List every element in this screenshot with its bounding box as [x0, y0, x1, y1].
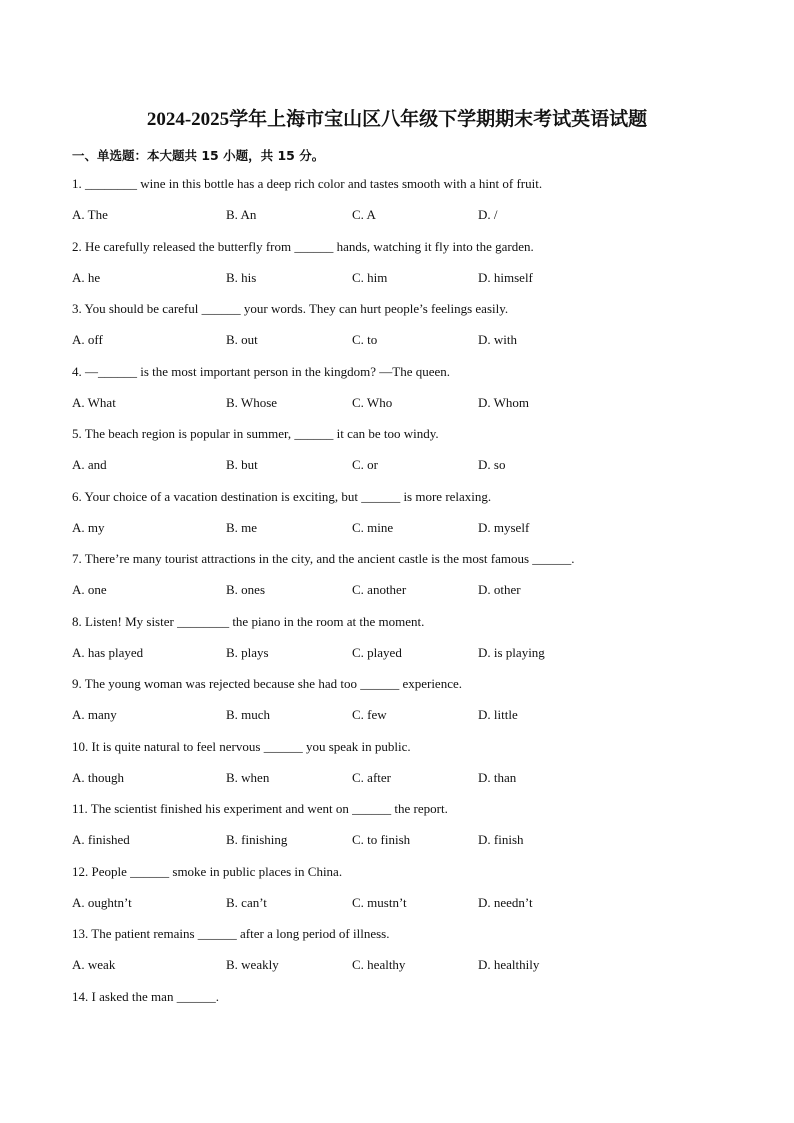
- option-a: A. finished: [72, 832, 130, 847]
- option-a: A. my: [72, 519, 105, 535]
- option-b: B. plays: [226, 644, 269, 660]
- option-b: B. Whose: [226, 394, 278, 410]
- question-12: [72, 863, 752, 926]
- option-c: C. played: [352, 644, 402, 660]
- option-b: B. but: [226, 457, 258, 472]
- options: [72, 331, 752, 349]
- option-c: C. him: [352, 269, 388, 285]
- option-b: B. finishing: [226, 832, 288, 847]
- question-text: 13. The patient remains ______ after a long period of illness.: [72, 926, 390, 941]
- option-c: C. to: [352, 332, 378, 347]
- option-a: A. though: [72, 769, 124, 785]
- option-a: A. What: [72, 394, 116, 410]
- question-text: 7. There’re many tourist attractions in the city, and the ancient castle is the most famous ______.: [72, 551, 575, 566]
- option-b: B. weakly: [226, 957, 279, 972]
- question-2: [72, 238, 752, 301]
- question-11: [72, 800, 752, 863]
- question-14: [72, 988, 752, 1051]
- option-d: D. myself: [478, 519, 530, 535]
- option-a: A. weak: [72, 957, 116, 972]
- question-text: 5. The beach region is popular in summer, ______ it can be too windy.: [72, 426, 439, 441]
- option-a: A. and: [72, 457, 107, 472]
- question-3: [72, 300, 752, 363]
- option-d: D. himself: [478, 269, 533, 285]
- question-text: 6. Your choice of a vacation destination is exciting, but ______ is more relaxing.: [72, 488, 492, 504]
- question-8: [72, 613, 752, 676]
- question-text: 4. —______ is the most important person in the kingdom? —The queen.: [72, 363, 451, 379]
- option-b: B. when: [226, 769, 270, 785]
- option-b: B. can’t: [226, 894, 267, 910]
- option-c: C. A: [352, 207, 376, 222]
- option-a: A. The: [72, 207, 108, 222]
- question-text: 9. The young woman was rejected because she had too ______ experience.: [72, 676, 462, 691]
- option-a: A. one: [72, 582, 107, 597]
- question-text: 3. You should be careful ______ your words. They can hurt people’s feelings easily.: [72, 301, 509, 316]
- question-text: 12. People ______ smoke in public places in China.: [72, 863, 343, 879]
- question-list: [72, 175, 752, 1050]
- options: [72, 956, 752, 974]
- option-a: A. has played: [72, 644, 144, 660]
- question-text: 8. Listen! My sister ________ the piano in the room at the moment.: [72, 613, 425, 629]
- option-b: B. out: [226, 332, 258, 347]
- option-d: D. with: [478, 332, 517, 347]
- options: [72, 831, 752, 849]
- option-a: A. oughtn’t: [72, 894, 132, 910]
- option-d: D. than: [478, 769, 517, 785]
- question-1: [72, 175, 752, 238]
- option-d: D. finish: [478, 832, 524, 847]
- option-d: D. so: [478, 457, 506, 472]
- option-c: C. mine: [352, 519, 394, 535]
- section-heading: 一、单选题：本大题共 15 小题，共 15 分。: [72, 148, 325, 163]
- question-text: 2. He carefully released the butterfly from ______ hands, watching it fly into the garden.: [72, 238, 534, 254]
- option-d: D. is playing: [478, 644, 545, 660]
- option-c: C. another: [352, 582, 407, 597]
- question-4: [72, 363, 752, 426]
- options: [72, 644, 752, 662]
- option-d: D. Whom: [478, 394, 530, 410]
- options: [72, 894, 752, 912]
- options: [72, 456, 752, 474]
- question-text: 14. I asked the man ______.: [72, 988, 219, 1004]
- option-a: A. he: [72, 269, 101, 285]
- question-text: 10. It is quite natural to feel nervous ______ you speak in public.: [72, 738, 411, 754]
- option-d: D. needn’t: [478, 894, 533, 910]
- option-b: B. An: [226, 207, 257, 222]
- option-d: D. little: [478, 707, 518, 722]
- question-13: [72, 925, 752, 988]
- options: [72, 769, 752, 787]
- options: [72, 706, 752, 724]
- option-c: C. Who: [352, 394, 393, 410]
- options: [72, 581, 752, 599]
- option-b: B. me: [226, 519, 258, 535]
- option-c: C. or: [352, 457, 378, 472]
- question-7: [72, 550, 752, 613]
- option-c: C. healthy: [352, 957, 406, 972]
- question-text: 1. ________ wine in this bottle has a deep rich color and tastes smooth with a hint of fruit.: [72, 176, 543, 191]
- option-a: A. many: [72, 707, 117, 722]
- option-d: D. other: [478, 582, 521, 597]
- option-d: D. /: [478, 207, 498, 222]
- option-d: D. healthily: [478, 957, 540, 972]
- option-c: C. to finish: [352, 832, 411, 847]
- question-text: 11. The scientist finished his experiment and went on ______ the report.: [72, 801, 448, 816]
- question-9: [72, 675, 752, 738]
- options: [72, 206, 752, 224]
- options: [72, 519, 752, 537]
- option-b: B. his: [226, 269, 257, 285]
- option-b: B. ones: [226, 582, 265, 597]
- option-c: C. after: [352, 769, 391, 785]
- option-c: C. few: [352, 707, 387, 722]
- options: [72, 394, 752, 412]
- question-5: [72, 425, 752, 488]
- options: [72, 269, 752, 287]
- page-title: 2024-2025学年上海市宝山区八年级下学期期末考试英语试题: [146, 109, 648, 130]
- option-a: A. off: [72, 332, 103, 347]
- question-10: [72, 738, 752, 801]
- option-c: C. mustn’t: [352, 894, 407, 910]
- question-6: [72, 488, 752, 551]
- option-b: B. much: [226, 707, 271, 722]
